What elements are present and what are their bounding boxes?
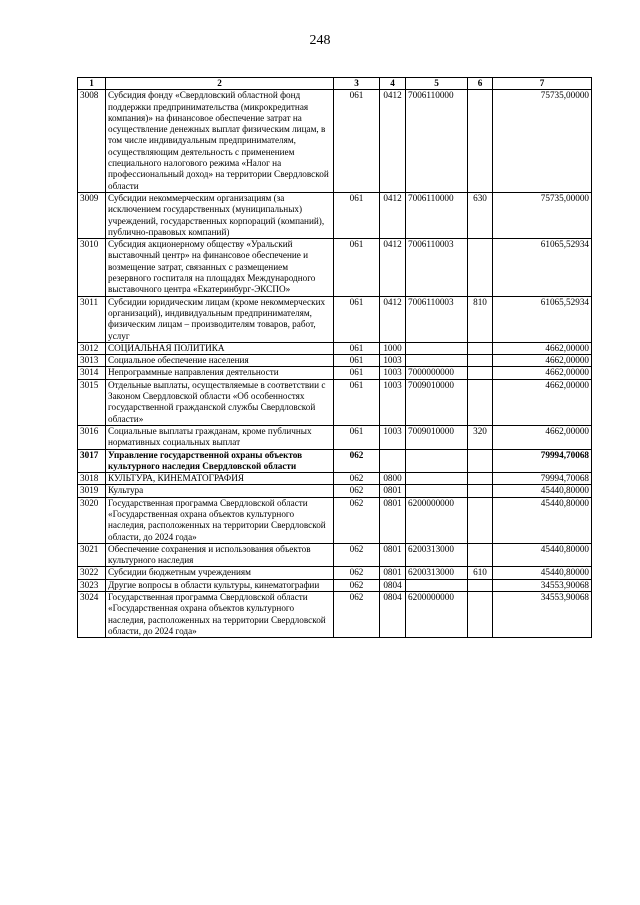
row-number-cell: 3013 [78,355,106,367]
amount-cell: 79994,70068 [493,473,592,485]
ministry-code-cell: 061 [334,192,380,238]
table-row [78,355,592,367]
table-row [78,449,592,473]
column-header: 1 [78,78,106,90]
column-header: 6 [468,78,493,90]
target-article-cell: 7000000000 [406,367,468,379]
table-row [78,425,592,449]
ministry-code-cell: 061 [334,425,380,449]
row-number-cell: 3018 [78,473,106,485]
target-article-cell [406,485,468,497]
expense-type-cell [468,592,493,638]
expense-type-cell: 610 [468,567,493,579]
amount-cell: 75735,00000 [493,192,592,238]
row-name-cell: Субсидия акционерному обществу «Уральский выставочный центр» на финансовое обеспечение и возмещение затрат, связанных с размещением резервного госпиталя на площадях Международного выставочного центра «Екатеринбург-ЭКСПО» [106,239,334,296]
target-article-cell: 7006110000 [406,192,468,238]
row-number-cell: 3021 [78,543,106,567]
section-code-cell: 0801 [380,485,406,497]
table-row [78,543,592,567]
row-name-cell: Социальные выплаты гражданам, кроме публичных нормативных социальных выплат [106,425,334,449]
row-name-cell: КУЛЬТУРА, КИНЕМАТОГРАФИЯ [106,473,334,485]
target-article-cell: 6200313000 [406,543,468,567]
row-name-cell: Непрограммные направления деятельности [106,367,334,379]
row-name-cell: Социальное обеспечение населения [106,355,334,367]
section-code-cell: 1000 [380,342,406,354]
expense-type-cell [468,543,493,567]
target-article-cell [406,449,468,473]
amount-cell: 45440,80000 [493,567,592,579]
expense-type-cell: 630 [468,192,493,238]
row-name-cell: Субсидии юридическим лицам (кроме некоммерческих организаций), индивидуальным предпринимателям, физическим лицам – производителям товаров, работ, услуг [106,296,334,342]
row-name-cell: Субсидия фонду «Свердловский областной фонд поддержки предпринимательства (микрокредитная компания)» на финансовое обеспечение затрат на осуществление денежных выплат физическим лицам, в том числе индивидуальным предпринимателям, осуществляющим деятельность с применением специального налогового режима «Налог на профессиональный доход» на территории Свердловской области [106,90,334,193]
row-number-cell: 3023 [78,579,106,591]
ministry-code-cell: 062 [334,449,380,473]
row-number-cell: 3009 [78,192,106,238]
amount-cell: 61065,52934 [493,296,592,342]
row-name-cell: Отдельные выплаты, осуществляемые в соответствии с Законом Свердловской области «Об особенностях государственной гражданской службы Свердловской области» [106,379,334,425]
amount-cell: 4662,00000 [493,355,592,367]
expense-type-cell [468,342,493,354]
expense-type-cell: 320 [468,425,493,449]
row-number-cell: 3017 [78,449,106,473]
amount-cell: 34553,90068 [493,592,592,638]
target-article-cell: 7006110003 [406,296,468,342]
expense-type-cell [468,473,493,485]
section-code-cell: 0801 [380,567,406,579]
section-code-cell: 1003 [380,367,406,379]
section-code-cell: 0801 [380,543,406,567]
table-row [78,473,592,485]
section-code-cell: 0412 [380,239,406,296]
section-code-cell: 0801 [380,497,406,543]
amount-cell: 45440,80000 [493,543,592,567]
target-article-cell: 7009010000 [406,425,468,449]
row-number-cell: 3019 [78,485,106,497]
row-name-cell: Управление государственной охраны объектов культурного наследия Свердловской области [106,449,334,473]
target-article-cell: 7006110000 [406,90,468,193]
amount-cell: 61065,52934 [493,239,592,296]
expense-type-cell [468,579,493,591]
expense-type-cell [468,367,493,379]
table-row [78,579,592,591]
target-article-cell [406,473,468,485]
row-name-cell: СОЦИАЛЬНАЯ ПОЛИТИКА [106,342,334,354]
table-row [78,192,592,238]
expense-type-cell [468,485,493,497]
row-number-cell: 3020 [78,497,106,543]
row-number-cell: 3008 [78,90,106,193]
ministry-code-cell: 061 [334,367,380,379]
row-name-cell: Субсидии некоммерческим организациям (за исключением государственных (муниципальных) учреждений, государственных корпораций (компаний), публично-правовых компаний) [106,192,334,238]
expense-type-cell [468,449,493,473]
table-row [78,485,592,497]
table-row [78,90,592,193]
section-code-cell: 0804 [380,579,406,591]
page-number: 248 [309,33,331,48]
section-code-cell: 1003 [380,355,406,367]
table-row [78,592,592,638]
target-article-cell: 6200000000 [406,592,468,638]
row-name-cell: Культура [106,485,334,497]
target-article-cell: 7009010000 [406,379,468,425]
amount-cell: 45440,80000 [493,497,592,543]
budget-table [77,77,592,638]
expense-type-cell [468,239,493,296]
amount-cell: 79994,70068 [493,449,592,473]
section-code-cell: 0412 [380,296,406,342]
ministry-code-cell: 061 [334,296,380,342]
row-name-cell: Государственная программа Свердловской области «Государственная охрана объектов культурного наследия, расположенных на территории Свердловской области, до 2024 года» [106,497,334,543]
expense-type-cell [468,379,493,425]
row-number-cell: 3011 [78,296,106,342]
row-number-cell: 3014 [78,367,106,379]
ministry-code-cell: 062 [334,485,380,497]
row-name-cell: Обеспечение сохранения и использования объектов культурного наследия [106,543,334,567]
amount-cell: 4662,00000 [493,379,592,425]
target-article-cell: 6200313000 [406,567,468,579]
column-header: 7 [493,78,592,90]
ministry-code-cell: 062 [334,579,380,591]
column-header: 2 [106,78,334,90]
ministry-code-cell: 061 [334,90,380,193]
amount-cell: 34553,90068 [493,579,592,591]
ministry-code-cell: 062 [334,592,380,638]
row-name-cell: Государственная программа Свердловской области «Государственная охрана объектов культурного наследия, расположенных на территории Свердловской области, до 2024 года» [106,592,334,638]
section-code-cell: 0800 [380,473,406,485]
section-code-cell: 0804 [380,592,406,638]
ministry-code-cell: 061 [334,342,380,354]
target-article-cell: 7006110003 [406,239,468,296]
amount-cell: 45440,80000 [493,485,592,497]
section-code-cell: 1003 [380,425,406,449]
section-code-cell: 0412 [380,192,406,238]
row-name-cell: Субсидии бюджетным учреждениям [106,567,334,579]
table-body [78,90,592,638]
target-article-cell [406,579,468,591]
table-row [78,497,592,543]
section-code-cell: 0412 [380,90,406,193]
row-number-cell: 3022 [78,567,106,579]
amount-cell: 75735,00000 [493,90,592,193]
row-number-cell: 3016 [78,425,106,449]
ministry-code-cell: 062 [334,473,380,485]
ministry-code-cell: 062 [334,543,380,567]
amount-cell: 4662,00000 [493,342,592,354]
table-row [78,567,592,579]
section-code-cell [380,449,406,473]
ministry-code-cell: 062 [334,497,380,543]
target-article-cell [406,342,468,354]
table-header-row [78,78,592,90]
row-number-cell: 3012 [78,342,106,354]
section-code-cell: 1003 [380,379,406,425]
column-header: 4 [380,78,406,90]
expense-type-cell: 810 [468,296,493,342]
ministry-code-cell: 062 [334,567,380,579]
ministry-code-cell: 061 [334,355,380,367]
row-number-cell: 3010 [78,239,106,296]
row-number-cell: 3024 [78,592,106,638]
table-row [78,342,592,354]
table-row [78,296,592,342]
target-article-cell: 6200000000 [406,497,468,543]
column-header: 3 [334,78,380,90]
row-name-cell: Другие вопросы в области культуры, кинематографии [106,579,334,591]
expense-type-cell [468,90,493,193]
target-article-cell [406,355,468,367]
table-row [78,367,592,379]
row-number-cell: 3015 [78,379,106,425]
table-row [78,239,592,296]
ministry-code-cell: 061 [334,239,380,296]
expense-type-cell [468,355,493,367]
expense-type-cell [468,497,493,543]
column-header: 5 [406,78,468,90]
amount-cell: 4662,00000 [493,367,592,379]
amount-cell: 4662,00000 [493,425,592,449]
ministry-code-cell: 061 [334,379,380,425]
table-row [78,379,592,425]
